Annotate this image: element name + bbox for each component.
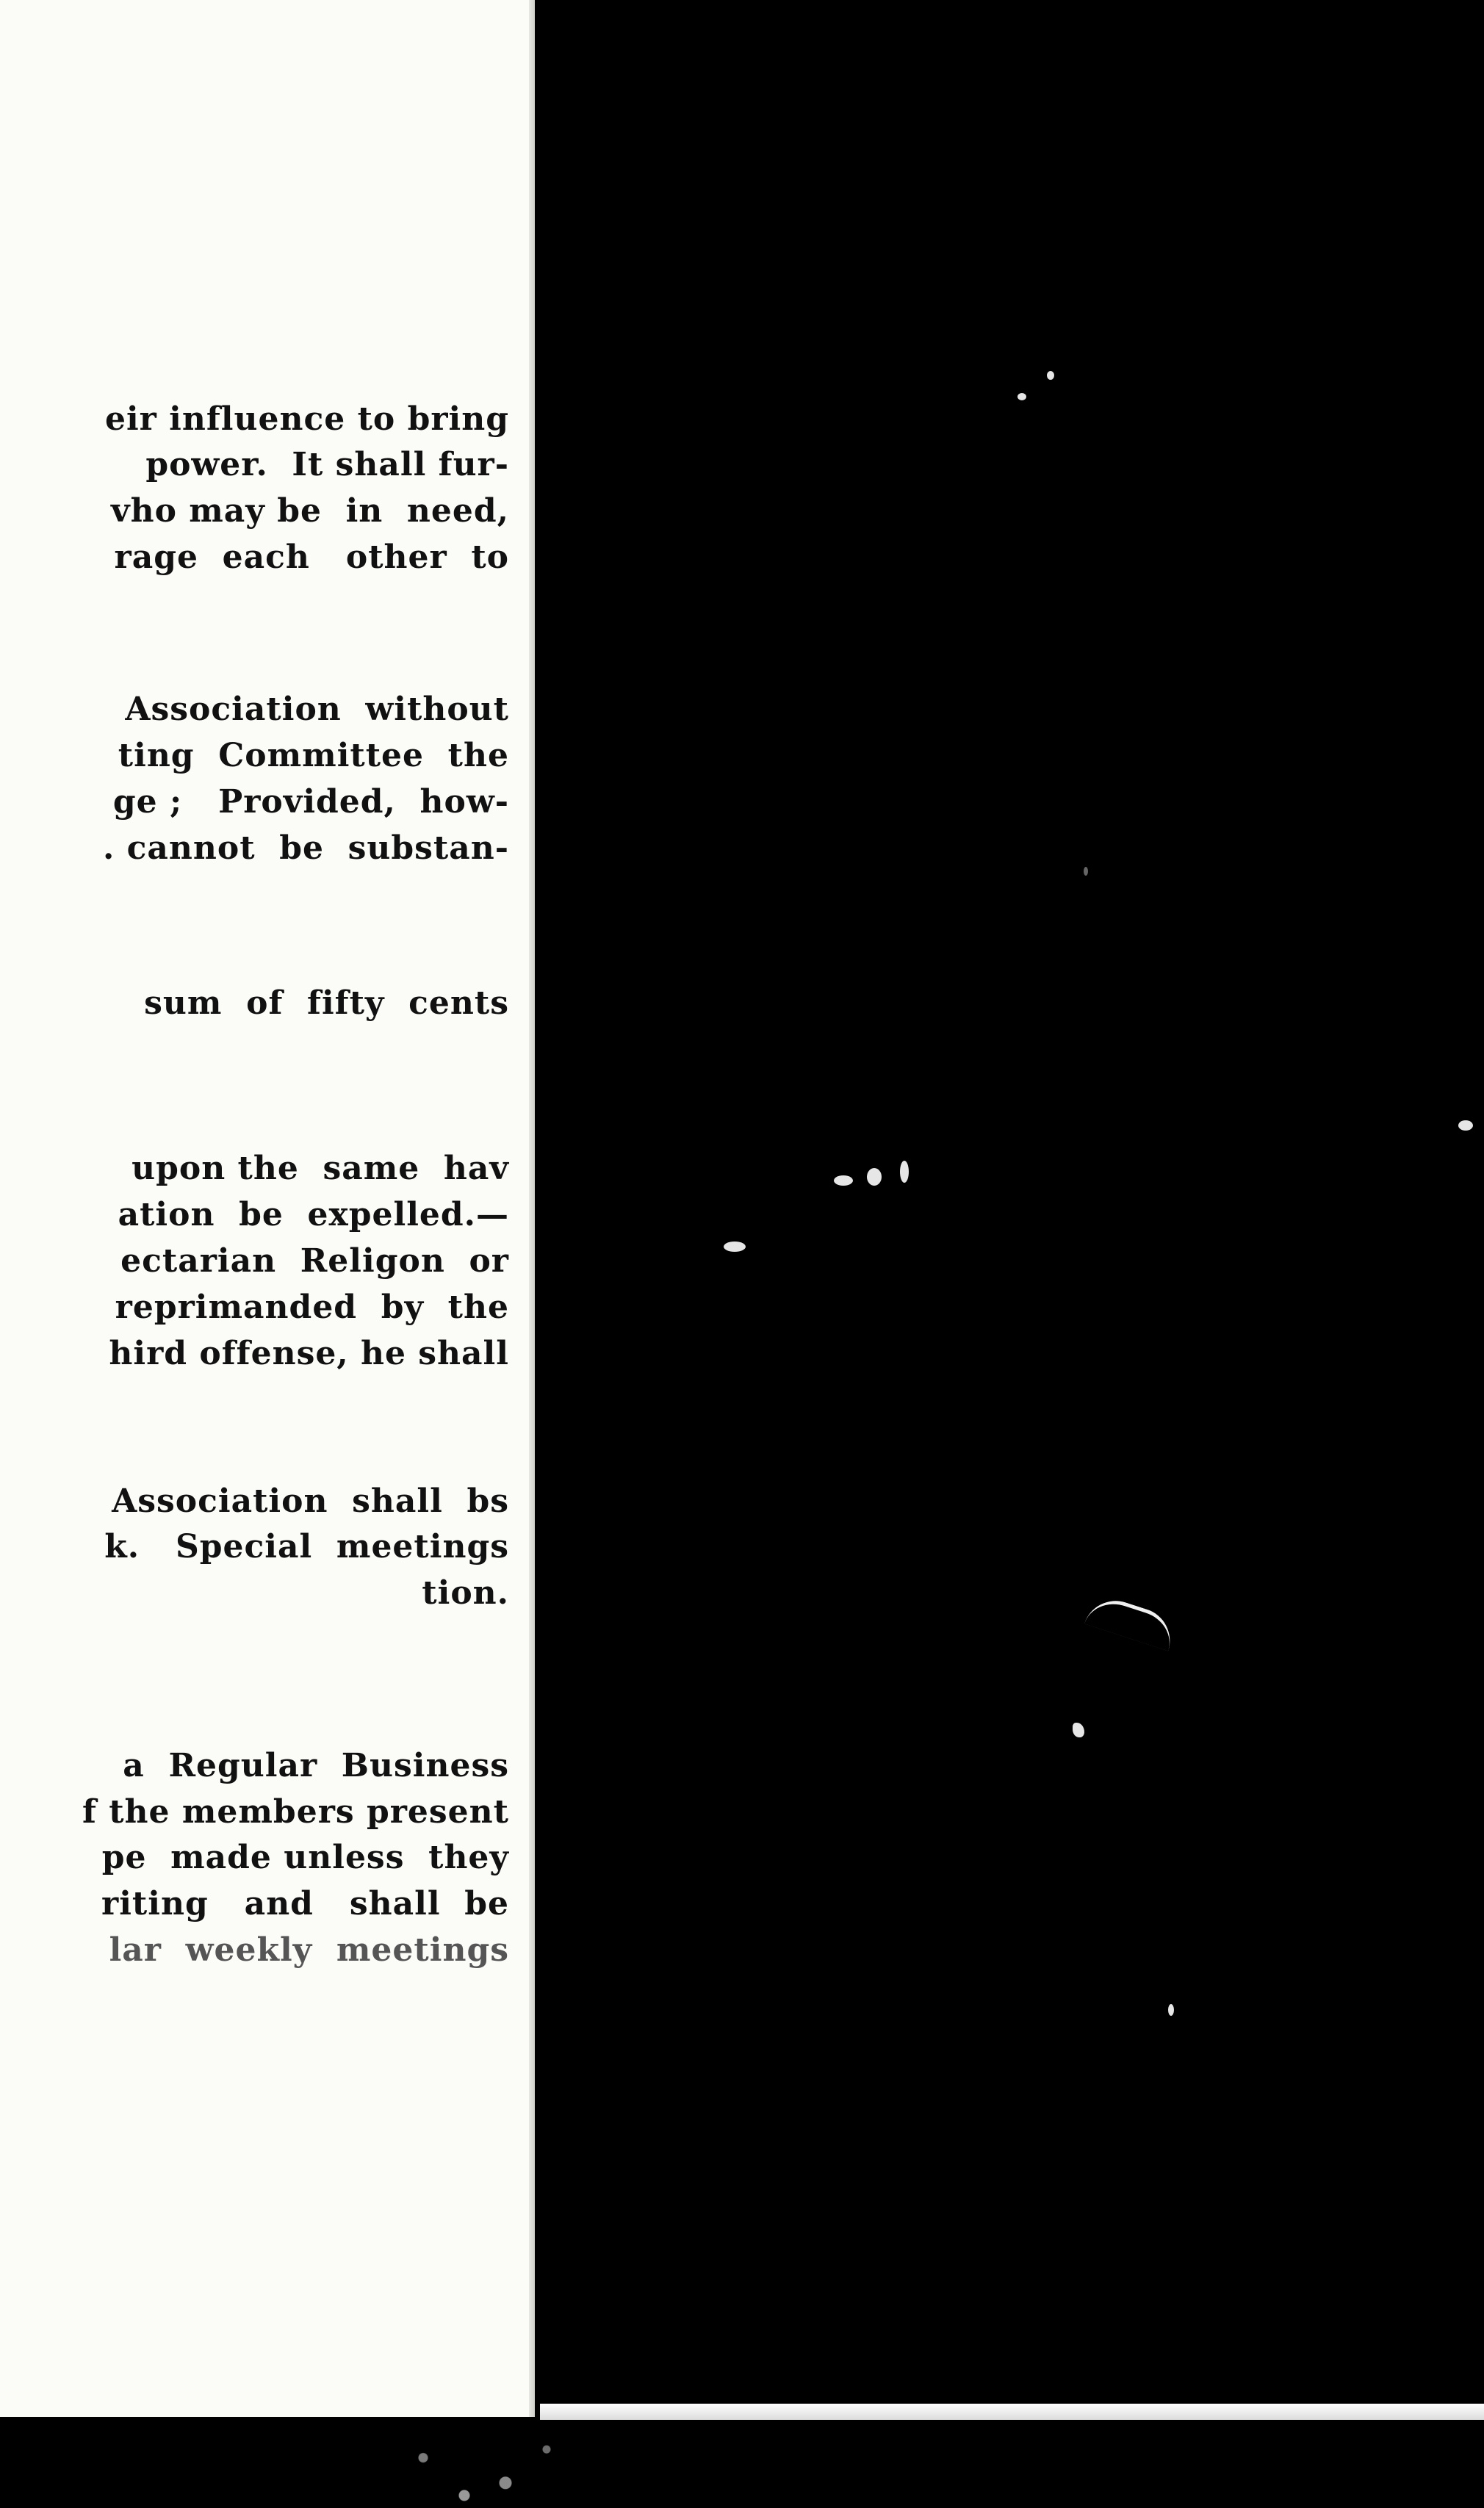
scan-speck — [834, 1175, 853, 1186]
text-line: ting Committee the — [118, 737, 509, 774]
scan-speck — [900, 1161, 909, 1183]
text-line: riting and shall be — [101, 1885, 509, 1923]
text-line: hird offense, he shall — [109, 1335, 509, 1372]
text-line: lar weekly meetings — [109, 1931, 509, 1969]
text-line: power. It shall fur- — [145, 446, 509, 483]
scan-speck — [867, 1168, 882, 1186]
text-line: . cannot be substan- — [102, 829, 509, 867]
text-line: ation be expelled.— — [118, 1196, 509, 1233]
text-line: reprimanded by the — [115, 1289, 509, 1326]
facing-page-edge — [540, 2404, 1484, 2420]
text-line: f the members present — [82, 1793, 509, 1831]
text-line: rage each other to — [114, 538, 509, 576]
text-line: a Regular Business — [123, 1747, 509, 1784]
text-line: upon the same hav — [132, 1150, 509, 1187]
text-line: k. Special meetings — [104, 1528, 509, 1565]
text-line: pe made unless they — [101, 1839, 509, 1876]
text-line: Association without — [125, 691, 509, 728]
text-line: Association shall bs — [112, 1482, 509, 1520]
text-line: tion. — [422, 1574, 509, 1612]
scan-speck — [1168, 2004, 1174, 2016]
scan-speck — [724, 1242, 746, 1252]
page-text-strip — [0, 0, 535, 2417]
scan-speck — [1458, 1120, 1473, 1131]
scan-hair-mark — [1084, 1593, 1178, 1651]
scan-speck — [1084, 867, 1088, 876]
text-line: vho may be in need, — [111, 492, 509, 530]
scan-speck — [1073, 1723, 1084, 1737]
text-line: ectarian Religon or — [120, 1242, 509, 1280]
scan-speck — [1017, 393, 1026, 400]
scan-speck — [1047, 371, 1054, 380]
text-line: sum of fifty cents — [144, 984, 509, 1022]
scan-noise — [382, 2424, 588, 2508]
text-line: ge ; Provided, how- — [112, 783, 509, 821]
text-line: eir influence to bring — [104, 400, 509, 438]
